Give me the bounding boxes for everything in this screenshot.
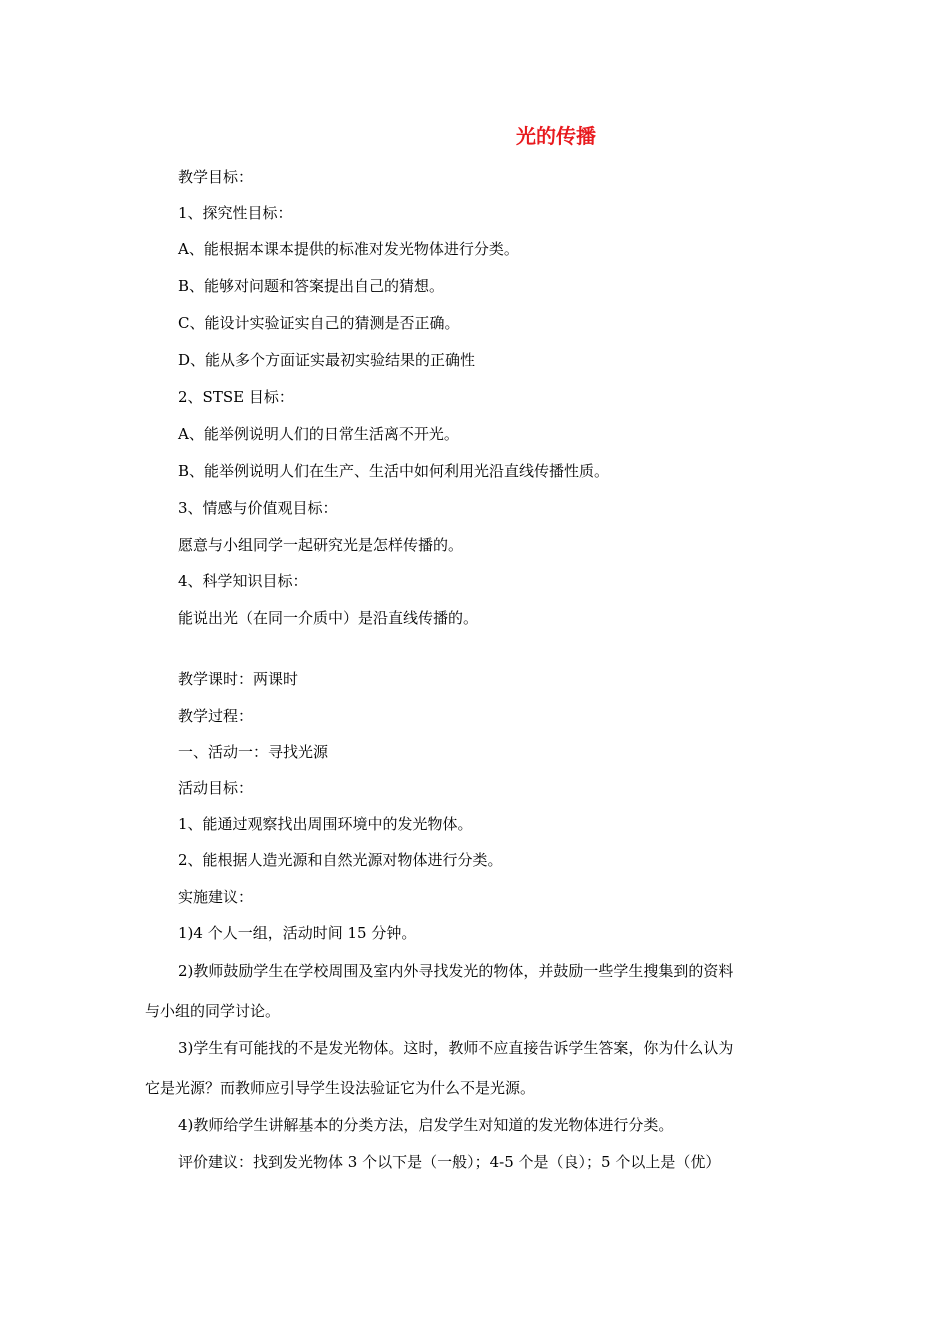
text-line: 能说出光（在同一介质中）是沿直线传播的。 <box>178 609 479 627</box>
text-line: 1)4 个人一组，活动时间 15 分钟。 <box>178 924 417 942</box>
text-line: 实施建议： <box>178 888 254 906</box>
text-line: A、能根据本课本提供的标准对发光物体进行分类。 <box>178 240 519 258</box>
text-line: B、能举例说明人们在生产、生活中如何利用光沿直线传播性质。 <box>178 462 610 480</box>
paragraph-4: 4)教师给学生讲解基本的分类方法，启发学生对知道的发光物体进行分类。 <box>178 1116 674 1134</box>
document-title: 光的传播 <box>516 124 596 148</box>
text-line: 1、能通过观察找出周围环境中的发光物体。 <box>178 815 473 833</box>
paragraph-2-line-1: 2)教师鼓励学生在学校周围及室内外寻找发光的物体，并鼓励一些学生搜集到的资料 <box>178 962 734 980</box>
text-line: C、能设计实验证实自己的猜测是否正确。 <box>178 314 460 332</box>
text-line: 3、情感与价值观目标： <box>178 499 338 517</box>
paragraph-2-line-2: 与小组的同学讨论。 <box>145 1002 281 1020</box>
text-line: 活动目标： <box>178 779 254 797</box>
text-line: 4、科学知识目标： <box>178 572 308 590</box>
text-line: 教学过程： <box>178 707 254 725</box>
text-line: 愿意与小组同学一起研究光是怎样传播的。 <box>178 536 464 554</box>
paragraph-3-line-1: 3)学生有可能找的不是发光物体。这时，教师不应直接告诉学生答案，你为什么认为 <box>178 1039 734 1057</box>
text-line: D、能从多个方面证实最初实验结果的正确性 <box>178 351 476 369</box>
text-line: 1、探究性目标： <box>178 204 293 222</box>
text-line: 2、STSE 目标： <box>178 388 294 406</box>
paragraph-3-line-2: 它是光源？而教师应引导学生设法验证它为什么不是光源。 <box>145 1079 536 1097</box>
text-line: 教学课时：两课时 <box>178 670 299 688</box>
text-line: A、能举例说明人们的日常生活离不开光。 <box>178 425 459 443</box>
evaluation-suggestion: 评价建议：找到发光物体 3 个以下是（一般）；4-5 个是（良）；5 个以上是（优） <box>178 1153 721 1171</box>
text-line: 2、能根据人造光源和自然光源对物体进行分类。 <box>178 851 503 869</box>
text-line: 教学目标： <box>178 168 254 186</box>
text-line: B、能够对问题和答案提出自己的猜想。 <box>178 277 445 295</box>
text-line: 一、活动一：寻找光源 <box>178 743 329 761</box>
